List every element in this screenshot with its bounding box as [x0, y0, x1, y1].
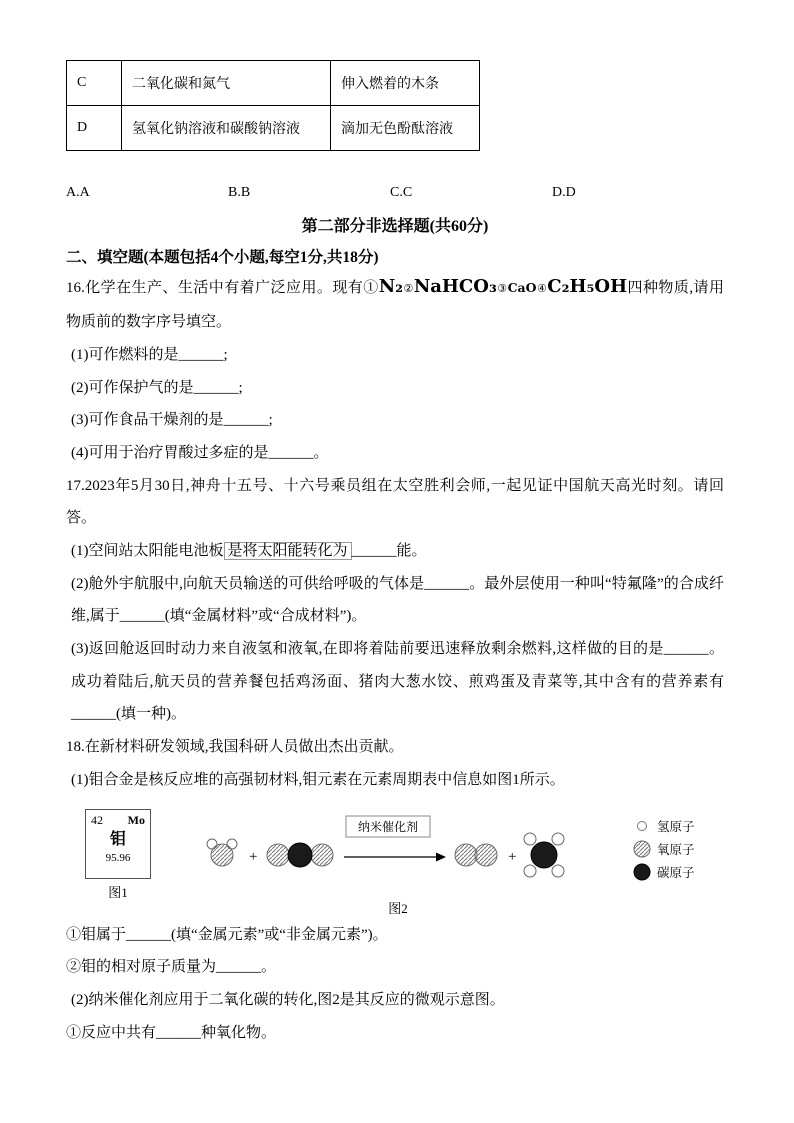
element-symbol: Mo: [127, 812, 145, 827]
q17-item-3: (3)返回舱返回时动力来自液氢和液氧,在即将着陆前要迅速释放剩余燃料,这样做的目的是______。成功着陆后,航天员的营养餐包括鸡汤面、猪肉大葱水饺、煎鸡蛋及青菜等,其中含有的营养素有______(填一种)。: [71, 641, 724, 723]
hydrogen-atom-icon: [552, 833, 564, 845]
hydrogen-atom-icon: [552, 865, 564, 877]
choice-c: C.C: [390, 185, 413, 200]
q16-item-4: (4)可用于治疗胃酸过多症的是______。: [71, 444, 329, 461]
oxygen-molecule: [455, 844, 497, 866]
q18-sub-question-1: ①钼属于______(填“金属元素”或“非金属元素”)。: [66, 926, 388, 943]
oxygen-atom-icon: [267, 844, 289, 866]
answer-choices: [66, 185, 724, 201]
q18-sub-question-2: ②钼的相对原子质量为______。: [66, 959, 277, 976]
carbon-atom-icon: [288, 843, 312, 867]
q16-text-start: 16.化学在生产、生活中有着广泛应用。现有①: [66, 280, 379, 296]
element-box-top: [91, 813, 145, 828]
cell-method: 滴加无色酚酞溶液: [331, 106, 480, 151]
carbon-atom-icon: [531, 842, 557, 868]
catalyst-arrow: [344, 816, 446, 862]
figure-2: [164, 805, 632, 917]
legend-oxygen: [632, 838, 724, 861]
q17-item-2: (2)舱外宇航服中,向航天员输送的可供给呼吸的气体是______。最外层使用一种叫“特氟隆”的合成纤维,属于______(填“金属材料”或“合成材料”)。: [71, 575, 724, 625]
atom-legend: [632, 805, 724, 884]
hydrogen-atom-icon: [632, 816, 652, 836]
cell-option-letter: D: [67, 106, 122, 151]
legend-hydrogen: [632, 815, 724, 838]
question-16-intro: [66, 267, 724, 339]
legend-hydrogen-label: 氢原子: [657, 820, 695, 835]
oxygen-atom-icon: [475, 844, 497, 866]
hydrogen-atom-icon: [524, 833, 536, 845]
carbon-dioxide-molecule: [267, 843, 333, 867]
oxygen-atom-icon: [211, 844, 233, 866]
oxygen-atom-icon: [632, 839, 652, 859]
figure-1: [72, 805, 164, 901]
formula-nahco3: NaHCO₃: [413, 276, 497, 297]
circled-number-3: ③: [496, 283, 508, 295]
q18-sub-question-3: ①反应中共有______种氧化物。: [66, 1024, 277, 1041]
q17-item1-boxed-text: 是将太阳能转化为: [224, 542, 352, 560]
oxygen-atom-icon: [311, 844, 333, 866]
legend-oxygen-label: 氧原子: [657, 843, 695, 858]
q16-item-3: (3)可作食品干燥剂的是______;: [71, 412, 273, 429]
reaction-arrow-head: [436, 852, 446, 861]
fill-in-section-header: 二、填空题(本题包括4个小题,每空1分,共18分): [66, 249, 379, 266]
question-18-intro: 18.在新材料研发领域,我国科研人员做出杰出贡献。: [66, 739, 404, 756]
catalyst-label: 纳米催化剂: [357, 819, 419, 834]
water-molecule: [207, 839, 237, 866]
formula-n2: N₂: [378, 276, 404, 297]
circled-number-2: ②: [403, 283, 414, 295]
figure-row: [72, 805, 724, 917]
q16-item-1: (1)可作燃料的是______;: [71, 346, 228, 363]
formula-c2h5oh: C₂H₅OH: [547, 276, 628, 297]
q16-text-end: 四种物质,请用物质前的数字序号填空。: [66, 280, 724, 331]
section-two-title: 第二部分非选择题(共60分): [301, 218, 489, 235]
carbon-atom-icon: [632, 862, 652, 882]
choice-d: D.D: [552, 185, 576, 200]
choice-a: A.A: [66, 185, 90, 200]
oxygen-atom-icon: [455, 844, 477, 866]
question-17-intro: 17.2023年5月30日,神舟十五号、十六号乘员组在太空胜利会师,一起见证中国航天高光时刻。请回答。: [66, 477, 724, 527]
table-row-c: [67, 61, 480, 106]
plus-sign: +: [508, 848, 517, 865]
choice-b: B.B: [228, 185, 251, 200]
plus-sign: +: [249, 848, 258, 865]
legend-carbon-label: 碳原子: [657, 866, 695, 881]
cell-substances: 二氧化碳和氮气: [122, 61, 331, 106]
element-box-molybdenum: [85, 809, 151, 879]
reaction-diagram: [192, 809, 604, 897]
q18-item-1: (1)钼合金是核反应堆的高强韧材料,钼元素在元素周期表中信息如图1所示。: [71, 771, 565, 788]
cell-option-letter: C: [67, 61, 122, 106]
figure-1-caption: 图1: [108, 884, 128, 900]
element-name: 钼: [109, 830, 126, 848]
hydrogen-atom-icon: [524, 865, 536, 877]
cell-substances: 氢氧化钠溶液和碳酸钠溶液: [122, 106, 331, 151]
formula-cao: CaO: [507, 280, 537, 295]
table-row-d: [67, 106, 480, 151]
circled-number-4: ④: [536, 283, 548, 295]
cell-method: 伸入燃着的木条: [331, 61, 480, 106]
q17-item1-pre: (1)空间站太阳能电池板: [71, 543, 224, 560]
experiment-options-table: [66, 60, 480, 151]
figure-2-caption: 图2: [388, 900, 408, 916]
methane-molecule: [524, 833, 564, 877]
q17-item1-post: ______能。: [351, 543, 427, 560]
relative-atomic-mass: 95.96: [105, 851, 131, 864]
q18-item-2: (2)纳米催化剂应用于二氧化碳的转化,图2是其反应的微观示意图。: [71, 991, 505, 1008]
q17-item-1: [66, 535, 724, 568]
q16-item-2: (2)可作保护气的是______;: [71, 379, 243, 396]
legend-carbon: [632, 861, 724, 884]
atomic-number: 42: [91, 812, 103, 827]
